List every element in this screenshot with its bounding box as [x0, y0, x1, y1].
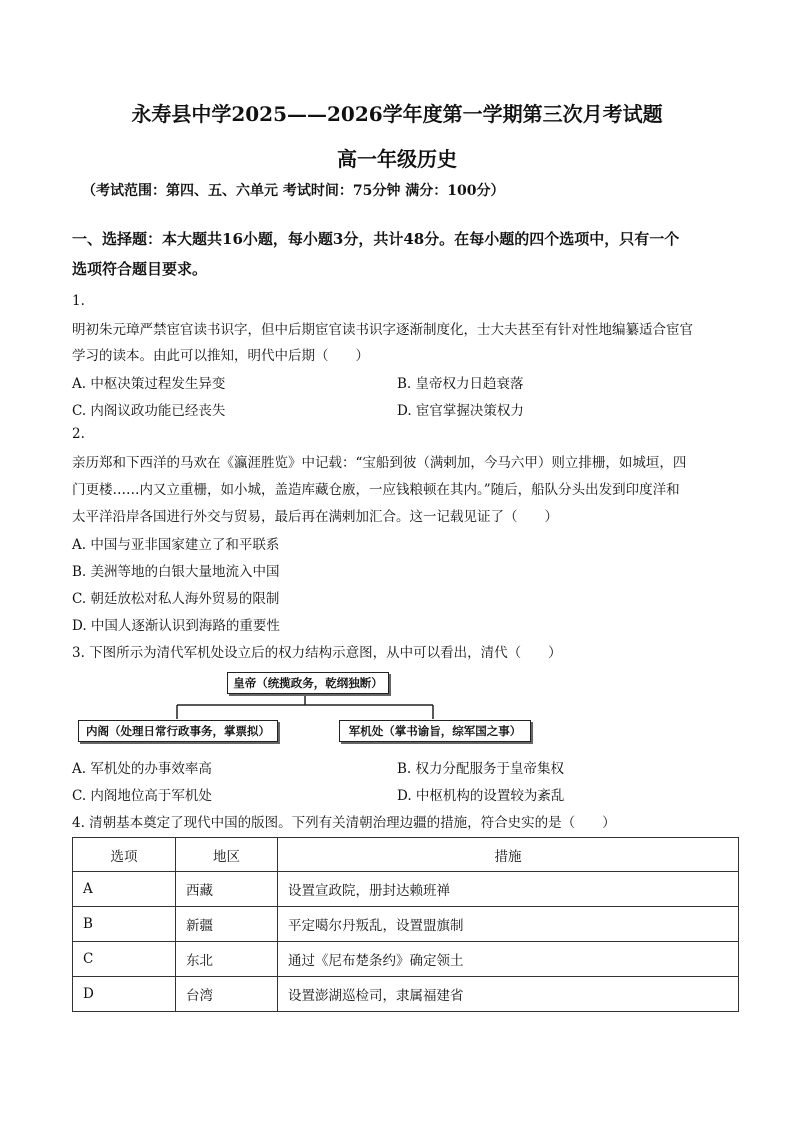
- table-cell-measure: 设置澎湖巡检司，隶属福建省: [278, 977, 739, 1012]
- q1-option-d: D. 宦官掌握决策权力: [397, 403, 524, 419]
- q2-option-c: C. 朝廷放松对私人海外贸易的限制: [72, 591, 280, 607]
- table-cell-region: 东北: [176, 942, 278, 977]
- q3-option-b: B. 权力分配服务于皇帝集权: [397, 761, 565, 777]
- table-header-row: [73, 838, 739, 872]
- table-row: [73, 907, 739, 942]
- table-cell-measure: 通过《尼布楚条约》确定领土: [278, 942, 739, 977]
- table-cell-measure: 平定噶尔丹叛乱，设置盟旗制: [278, 907, 739, 942]
- table-header-cell: 选项: [73, 838, 176, 872]
- table-cell-option: C: [73, 942, 176, 977]
- q1-number: 1.: [72, 293, 85, 309]
- section-heading-line1: 一、选择题：本大题共16小题，每小题3分，共计48分。在每小题的四个选项中，只有一个: [72, 230, 680, 248]
- exam-info: （考试范围：第四、五、六单元 考试时间：75分钟 满分：100分）: [82, 183, 505, 199]
- table-cell-option: D: [73, 977, 176, 1012]
- q2-option-d: D. 中国人逐渐认识到海路的重要性: [72, 618, 280, 634]
- q2-number: 2.: [72, 426, 85, 442]
- q1-option-a: A. 中枢决策过程发生异变: [72, 376, 226, 392]
- diagram-grand-secretariat-box: 内阁（处理日常行政事务，掌票拟）: [78, 720, 278, 742]
- q2-option-a: A. 中国与亚非国家建立了和平联系: [72, 537, 280, 553]
- q1-option-c: C. 内阁议政功能已经丧失: [72, 403, 226, 419]
- table-cell-option: A: [73, 872, 176, 907]
- table-row: [73, 977, 739, 1012]
- q4-options-table: [72, 837, 739, 1012]
- exam-subtitle: 高一年级历史: [337, 147, 457, 171]
- q3-option-c: C. 内阁地位高于军机处: [72, 788, 212, 804]
- q2-option-b: B. 美洲等地的白银大量地流入中国: [72, 564, 280, 580]
- table-header-cell: 措施: [278, 838, 739, 872]
- table-row: [73, 872, 739, 907]
- table-row: [73, 942, 739, 977]
- q3-stem: 3. 下图所示为清代军机处设立后的权力结构示意图，从中可以看出，清代（ ）: [72, 645, 562, 661]
- q3-option-a: A. 军机处的办事效率高: [72, 761, 212, 777]
- q1-stem-line1: 明初朱元璋严禁宦官读书识字，但中后期宦官读书识字逐渐制度化，士大夫甚至有针对性地编纂适合宦官: [72, 322, 693, 338]
- q2-stem-line2: 门更楼……内又立重栅，如小城，盖造库藏仓廒，一应钱粮顿在其内。”随后，船队分头出发到印度洋和: [72, 482, 680, 498]
- table-cell-option: B: [73, 907, 176, 942]
- q1-stem-line2: 学习的读本。由此可以推知，明代中后期（ ）: [72, 348, 369, 364]
- table-cell-region: 西藏: [176, 872, 278, 907]
- q2-stem-line3: 太平洋沿岸各国进行外交与贸易，最后再在满剌加汇合。这一记载见证了（ ）: [72, 509, 558, 525]
- q1-option-b: B. 皇帝权力日趋衰落: [397, 376, 524, 392]
- table-cell-region: 新疆: [176, 907, 278, 942]
- section-heading-line2: 选项符合题目要求。: [72, 260, 208, 278]
- diagram-grand-council-box: 军机处（掌书谕旨，综军国之事）: [339, 720, 531, 742]
- table-header-cell: 地区: [176, 838, 278, 872]
- q4-stem: 4. 清朝基本奠定了现代中国的版图。下列有关清朝治理边疆的措施，符合史实的是（ ）: [72, 815, 616, 831]
- q3-option-d: D. 中枢机构的设置较为紊乱: [397, 788, 565, 804]
- table-cell-measure: 设置宣政院，册封达赖班禅: [278, 872, 739, 907]
- exam-title: 永寿县中学2025——2026学年度第一学期第三次月考试题: [131, 102, 663, 126]
- table-cell-region: 台湾: [176, 977, 278, 1012]
- diagram-emperor-box: 皇帝（统揽政务，乾纲独断）: [227, 672, 389, 694]
- q2-stem-line1: 亲历郑和下西洋的马欢在《瀛涯胜览》中记载：“宝船到彼（满剌加，今马六甲）则立排栅，如城垣，四: [72, 455, 687, 471]
